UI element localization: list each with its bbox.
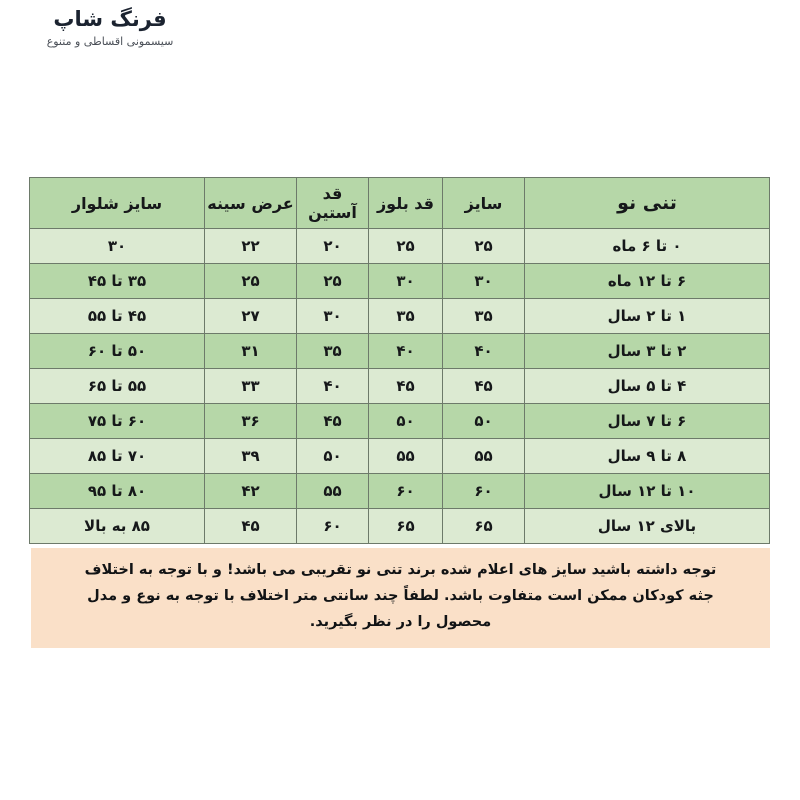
table-row [30, 404, 770, 439]
brand-title: فرنگ شاپ [53, 7, 167, 31]
table-row [30, 229, 770, 264]
cell-age-range: ۴ تا ۵ سال [525, 369, 770, 404]
cell-pants-size: ۶۰ تا ۷۵ [30, 404, 205, 439]
cell-sleeve-length: ۳۵ [297, 334, 369, 369]
cell-pants-size: ۷۰ تا ۸۵ [30, 439, 205, 474]
table-header [30, 178, 770, 229]
cell-sleeve-length: ۵۵ [297, 474, 369, 509]
table-row [30, 334, 770, 369]
cell-sleeve-length: ۴۰ [297, 369, 369, 404]
cell-age-range: ۲ تا ۳ سال [525, 334, 770, 369]
cell-chest-width: ۲۲ [205, 229, 297, 264]
cell-age-range: ۱۰ تا ۱۲ سال [525, 474, 770, 509]
table-body [30, 229, 770, 544]
column-header-pants-size: سایز شلوار [30, 178, 205, 229]
cell-age-range: ۸ تا ۹ سال [525, 439, 770, 474]
cell-size: ۶۰ [443, 474, 525, 509]
column-header-brand: تنی نو [525, 178, 770, 229]
cell-chest-width: ۳۳ [205, 369, 297, 404]
size-chart-container [30, 177, 770, 544]
table-header-row [30, 178, 770, 229]
cell-chest-width: ۳۱ [205, 334, 297, 369]
cell-size: ۴۰ [443, 334, 525, 369]
cell-pants-size: ۸۰ تا ۹۵ [30, 474, 205, 509]
cell-pants-size: ۸۵ به بالا [30, 509, 205, 544]
column-header-blouse-length: قد بلوز [369, 178, 443, 229]
cell-age-range: ۰ تا ۶ ماه [525, 229, 770, 264]
cell-chest-width: ۲۵ [205, 264, 297, 299]
column-header-chest-width: عرض سینه [205, 178, 297, 229]
column-header-sleeve-length: قد آستین [297, 178, 369, 229]
cell-sleeve-length: ۵۰ [297, 439, 369, 474]
disclaimer-line-2: جثه کودکان ممکن است متفاوت باشد. لطفاً چند سانتی متر اختلاف با توجه به نوع و مدل [87, 588, 714, 604]
cell-blouse-length: ۳۵ [369, 299, 443, 334]
table-row [30, 509, 770, 544]
cell-sleeve-length: ۲۵ [297, 264, 369, 299]
table-row [30, 439, 770, 474]
cell-chest-width: ۲۷ [205, 299, 297, 334]
column-header-size: سایز [443, 178, 525, 229]
cell-pants-size: ۴۵ تا ۵۵ [30, 299, 205, 334]
disclaimer-line-3: محصول را در نظر بگیرید. [309, 614, 492, 630]
cell-sleeve-length: ۳۰ [297, 299, 369, 334]
cell-blouse-length: ۵۰ [369, 404, 443, 439]
table-row [30, 369, 770, 404]
disclaimer-line-1: توجه داشته باشید سایز های اعلام شده برند تنی نو تقریبی می باشد! و با توجه به اختلاف [84, 562, 717, 578]
cell-pants-size: ۳۵ تا ۴۵ [30, 264, 205, 299]
cell-blouse-length: ۲۵ [369, 229, 443, 264]
cell-size: ۵۵ [443, 439, 525, 474]
cell-chest-width: ۳۹ [205, 439, 297, 474]
cell-blouse-length: ۳۰ [369, 264, 443, 299]
cell-blouse-length: ۴۵ [369, 369, 443, 404]
table-row [30, 474, 770, 509]
cell-size: ۴۵ [443, 369, 525, 404]
size-chart-table [29, 177, 770, 544]
disclaimer-note [31, 548, 770, 648]
cell-size: ۳۰ [443, 264, 525, 299]
cell-pants-size: ۵۵ تا ۶۵ [30, 369, 205, 404]
cell-chest-width: ۳۶ [205, 404, 297, 439]
cell-blouse-length: ۶۵ [369, 509, 443, 544]
cell-chest-width: ۴۲ [205, 474, 297, 509]
cell-blouse-length: ۴۰ [369, 334, 443, 369]
cell-size: ۶۵ [443, 509, 525, 544]
table-row [30, 264, 770, 299]
cell-size: ۳۵ [443, 299, 525, 334]
cell-pants-size: ۳۰ [30, 229, 205, 264]
brand-header [0, 6, 220, 51]
cell-age-range: ۱ تا ۲ سال [525, 299, 770, 334]
cell-sleeve-length: ۲۰ [297, 229, 369, 264]
cell-age-range: ۶ تا ۱۲ ماه [525, 264, 770, 299]
cell-sleeve-length: ۴۵ [297, 404, 369, 439]
cell-pants-size: ۵۰ تا ۶۰ [30, 334, 205, 369]
cell-blouse-length: ۶۰ [369, 474, 443, 509]
cell-blouse-length: ۵۵ [369, 439, 443, 474]
cell-sleeve-length: ۶۰ [297, 509, 369, 544]
table-row [30, 299, 770, 334]
cell-size: ۲۵ [443, 229, 525, 264]
cell-chest-width: ۴۵ [205, 509, 297, 544]
brand-subtitle: سیسمونی اقساطی و متنوع [46, 35, 174, 48]
cell-age-range: ۶ تا ۷ سال [525, 404, 770, 439]
cell-size: ۵۰ [443, 404, 525, 439]
cell-age-range: بالای ۱۲ سال [525, 509, 770, 544]
